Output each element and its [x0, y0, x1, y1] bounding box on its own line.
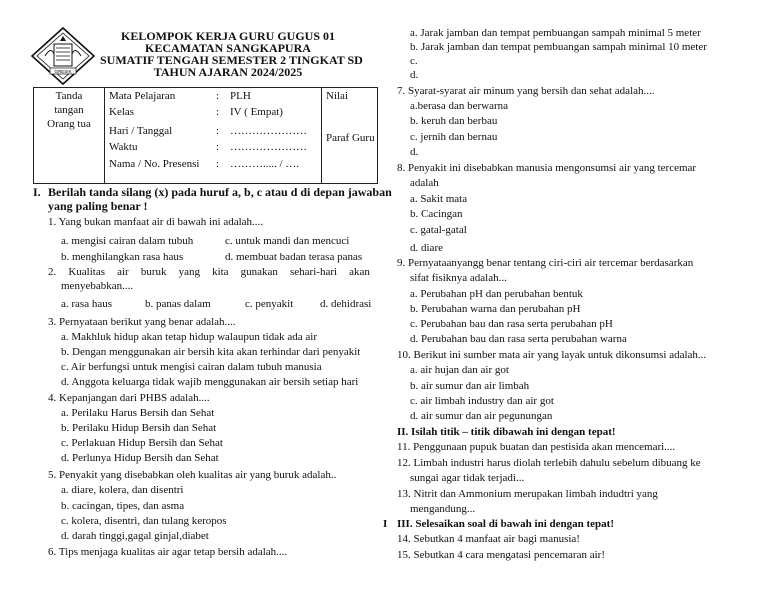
q6-option-d[interactable]: d.: [410, 69, 419, 81]
section-1-instruction: Berilah tanda silang (x) pada huruf a, b, c atau d di depan jawaban: [48, 185, 392, 199]
academic-year: TAHUN AJARAN 2024/2025: [153, 65, 303, 79]
q10-option-a[interactable]: a. air hujan dan air got: [410, 364, 509, 376]
question-12-cont: sungai agar tidak terjadi...: [410, 472, 525, 484]
question-15: 15. Sebutkan 4 cara mengatasi pencemaran air!: [397, 549, 605, 561]
teacher-initial-label: Paraf Guru: [326, 132, 375, 144]
q8-option-a[interactable]: a. Sakit mata: [410, 193, 468, 205]
section-1-number: I.: [33, 185, 41, 199]
q5-option-d[interactable]: d. darah tinggi,gagal ginjal,diabet: [61, 530, 209, 542]
field-label: Hari / Tanggal: [109, 125, 173, 137]
question-7: 7. Syarat-syarat air minum yang bersih dan sehat adalah....: [397, 85, 655, 97]
q9-option-d[interactable]: d. Perubahan bau dan rasa serta perubahan warna: [410, 333, 627, 345]
section-1-instruction-cont: yang paling benar !: [48, 199, 148, 213]
q5-option-c[interactable]: c. kolera, disentri, dan tulang keropos: [61, 515, 227, 527]
class-value: IV ( Empat): [230, 106, 283, 118]
subject-value: PLH: [230, 90, 251, 102]
question-6: 6. Tips menjaga kualitas air agar tetap bersih adalah....: [48, 546, 288, 558]
question-5: 5. Penyakit yang disebabkan oleh kualitas air yang buruk adalah..: [48, 469, 337, 481]
field-label: Mata Pelajaran: [109, 90, 176, 102]
q8-option-b[interactable]: b. Cacingan: [410, 208, 463, 220]
question-4: 4. Kepanjangan dari PHBS adalah....: [48, 392, 210, 404]
q7-option-b[interactable]: b. keruh dan berbau: [410, 115, 498, 127]
q8-option-d[interactable]: d. diare: [410, 242, 443, 254]
q1-option-d[interactable]: d. membuat badan terasa panas: [225, 251, 363, 263]
exam-title: SUMATIF TENGAH SEMESTER 2 TINGKAT SD: [100, 53, 363, 67]
question-13: 13. Nitrit dan Ammonium merupakan limbah indudtri yang: [397, 488, 658, 500]
student-identity-table: [33, 87, 378, 184]
q5-option-a[interactable]: a. diare, kolera, dan disentri: [61, 484, 184, 496]
section-3-instruction: III. Selesaikan soal di bawah ini dengan tepat!: [397, 518, 614, 530]
score-label: Nilai: [326, 90, 348, 102]
q4-option-a[interactable]: a. Perilaku Harus Bersih dan Sehat: [61, 407, 215, 419]
question-2: 2. Kualitas air buruk yang kita gunakan sehari-hari akan: [48, 266, 370, 278]
question-10: 10. Berikut ini sumber mata air yang layak untuk dikonsumsi adalah...: [397, 349, 707, 361]
field-label: Waktu: [109, 141, 138, 153]
grade-signature-cell: [322, 88, 378, 184]
question-13-cont: mengandung...: [410, 503, 476, 515]
svg-text:GRESIK: GRESIK: [54, 69, 72, 74]
question-11: 11. Penggunaan pupuk buatan dan pestisida akan mencemari....: [397, 441, 676, 453]
field-label: Nama / No. Presensi: [109, 158, 200, 170]
question-2-cont: menyebabkan....: [61, 280, 134, 292]
question-8-cont: adalah: [410, 177, 439, 189]
question-12: 12. Limbah industri harus diolah terlebih dahulu sebelum dibuang ke: [397, 457, 701, 469]
q10-option-c[interactable]: c. air limbah industry dan air got: [410, 395, 554, 407]
gresik-regency-logo: [28, 26, 98, 86]
q4-option-c[interactable]: c. Perlakuan Hidup Bersih dan Sehat: [61, 437, 223, 449]
q6-option-b[interactable]: b. Jarak jamban dan tempat pembuangan sampah minimal 10 meter: [410, 41, 707, 53]
school-group-title: KELOMPOK KERJA GURU GUGUS 01: [120, 29, 335, 43]
q7-option-c[interactable]: c. jernih dan bernau: [410, 131, 498, 143]
district-title: KECAMATAN SANGKAPURA: [145, 41, 311, 55]
parent-signature-cell: Tanda tangan Orang tua: [34, 88, 105, 184]
q3-option-a[interactable]: a. Makhluk hidup akan tetap hidup walaupun tidak ada air: [61, 331, 317, 343]
q2-option-d[interactable]: d. dehidrasi: [320, 298, 372, 310]
q2-option-c[interactable]: c. penyakit: [245, 298, 294, 310]
q4-option-d[interactable]: d. Perlunya Hidup Bersih dan Sehat: [61, 452, 219, 464]
q3-option-d[interactable]: d. Anggota keluarga tidak wajib menggunakan air bersih setiap hari: [61, 376, 359, 388]
q8-option-c[interactable]: c. gatal-gatal: [410, 224, 467, 236]
date-blank[interactable]: …………………: [230, 125, 307, 137]
section-2-instruction: II. Isilah titik – titik dibawah ini dengan tepat!: [397, 426, 616, 438]
stray-numeral: I: [383, 518, 388, 530]
question-1: 1. Yang bukan manfaat air di bawah ini adalah....: [48, 216, 264, 228]
q6-option-a[interactable]: a. Jarak jamban dan tempat pembuangan sampah minimal 5 meter: [410, 27, 701, 39]
q10-option-d[interactable]: d. air sumur dan air pegunungan: [410, 410, 553, 422]
question-8: 8. Penyakit ini disebabkan manusia mengonsumsi air yang tercemar: [397, 162, 697, 174]
question-9-cont: sifat fisiknya adalah...: [410, 272, 507, 284]
q3-option-b[interactable]: b. Dengan menggunakan air bersih kita akan terhindar dari penyakit: [61, 346, 361, 358]
q1-option-c[interactable]: c. untuk mandi dan mencuci: [225, 235, 350, 247]
q5-option-b[interactable]: b. cacingan, tipes, dan asma: [61, 500, 185, 512]
identity-fields-cell: Mata Pelajaran Kelas Hari / Tanggal Waktu Nama / No. Presensi : : : : : PLH IV ( Empat) ………………… ………………… ………..... / ….: [105, 88, 322, 184]
field-label: Kelas: [109, 106, 135, 118]
q6-option-c[interactable]: c.: [410, 55, 418, 67]
name-number-blank[interactable]: ………..... / ….: [230, 158, 300, 170]
q1-option-a[interactable]: a. mengisi cairan dalam tubuh: [61, 235, 194, 247]
q1-option-b[interactable]: b. menghilangkan rasa haus: [61, 251, 184, 263]
time-blank[interactable]: …………………: [230, 141, 307, 153]
q7-option-d[interactable]: d.: [410, 146, 419, 158]
q9-option-c[interactable]: c. Perubahan bau dan rasa serta perubahan pH: [410, 318, 613, 330]
q2-option-a[interactable]: a. rasa haus: [61, 298, 113, 310]
question-3: 3. Pernyataan berikut yang benar adalah....: [48, 316, 236, 328]
q10-option-b[interactable]: b. air sumur dan air limbah: [410, 380, 530, 392]
q9-option-b[interactable]: b. Perubahan warna dan perubahan pH: [410, 303, 581, 315]
q3-option-c[interactable]: c. Air berfungsi untuk mengisi cairan dalam tubuh manusia: [61, 361, 322, 373]
q7-option-a[interactable]: a.berasa dan berwarna: [410, 100, 509, 112]
q4-option-b[interactable]: b. Perilaku Hidup Bersih dan Sehat: [61, 422, 217, 434]
q9-option-a[interactable]: a. Perubahan pH dan perubahan bentuk: [410, 288, 583, 300]
q2-option-b[interactable]: b. panas dalam: [145, 298, 211, 310]
question-9: 9. Pernyataanyangg benar tentang ciri-ciri air tercemar berdasarkan: [397, 257, 694, 269]
question-14: 14. Sebutkan 4 manfaat air bagi manusia!: [397, 533, 580, 545]
